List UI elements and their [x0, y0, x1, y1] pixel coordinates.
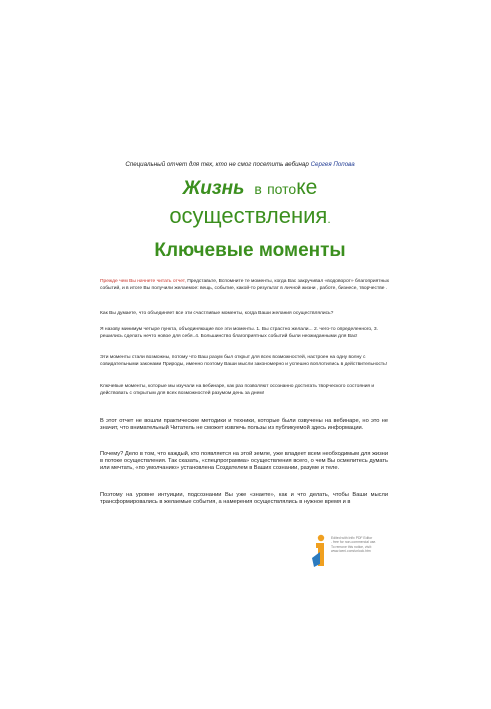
watermark-line-3: To remove this notice, visit:	[331, 544, 372, 549]
paragraph-key-moments: Ключевые моменты, которые мы изучали на вебинаре, как раз позволяют осознанно достигать творческого состояния и действовать с открытым для всех возможностей разумом день за днем!	[100, 384, 375, 396]
title-line-1	[100, 176, 400, 200]
speaker-name: Сергея Попова	[310, 161, 355, 168]
title-word-flow-a: пото	[267, 181, 297, 197]
watermark-line-1: Edited with Infix PDF Editor	[331, 536, 373, 540]
body-paragraph-2: Почему? Дело в том, что каждый, кто появляется на этой земле, уже владеет всем необходимым для жизни в потоке осуществления. Так сказать, «спецпрограмма» осуществления всего, о чем Вы осмелитесь думать или мечтать, «по умолчанию» установлена Создателем в Ваших сознании, разуме и теле.	[100, 451, 388, 472]
editor-watermark	[331, 536, 411, 554]
intro-text: Специальный отчет для тех, кто не смог посетить вебинар	[125, 161, 309, 168]
paragraph-possibilities: Эти моменты стали возможны, потому что Ваш разум был открыт для всех возможностей, настроен на одну волну с совидательными законами Природы, именно поэтому Ваши мысли закономерно и успешно воплотились в действительность!	[100, 355, 388, 367]
title-word-in: в	[254, 181, 262, 197]
paragraph-question: Как Вы думаете, что объединяет все эти счастливые моменты, когда Ваши желания осуществлялись?	[100, 311, 334, 316]
title-word-life: Жизнь	[182, 178, 245, 199]
title-word-flow-b: ке	[296, 176, 318, 199]
watermark-line-2: - free for non-commercial use.	[331, 540, 377, 545]
body-paragraph-1: В этот отчет не вошли практические методики и техники, которые были озвучены на вебинаре, но это не значит, что внимательный Читатель не сможет извлечь пользы из публикуемой здесь информации.	[100, 418, 388, 432]
title-line-2	[100, 203, 400, 229]
paragraph-four-points: Я назову минимум четыре пункта, объединяющие все эти моменты. 1. Вы страстно желали... 2. чего-то определенного, 3. решились сделать нечто новое для себя..4. Большинство благоприятных событий были неожиданными для Вас!	[100, 327, 378, 339]
title-key-moments: Ключевые моменты	[154, 240, 346, 261]
body-paragraph-3: Поэтому на уровне интуиции, подсознании Вы уже «знаете», как и что делать, чтобы Ваши мысли трансформировались в желаемые события, а намерения осуществлялись в нужное время и в	[100, 492, 388, 506]
paragraph-intro-text: Представьте, Вспомните те моменты, когда Вас закручивал «водоворот» благоприятных событий, и в итоге Вы получили желаемое: вещь, событие, какой-то результат в личной жизни , работе, бизнесе, творчестве .	[100, 279, 390, 291]
paragraph-intro-red: Прежде чем Вы начнете читать отчет,	[100, 279, 186, 284]
title-dot: .	[327, 212, 331, 226]
watermark-link[interactable]: www.iceni.com/unlock.htm	[331, 549, 371, 554]
infix-logo-icon	[312, 534, 328, 568]
paragraph-intro	[100, 279, 390, 292]
title-word-realization: осуществления	[169, 203, 328, 228]
intro-line	[60, 161, 420, 168]
